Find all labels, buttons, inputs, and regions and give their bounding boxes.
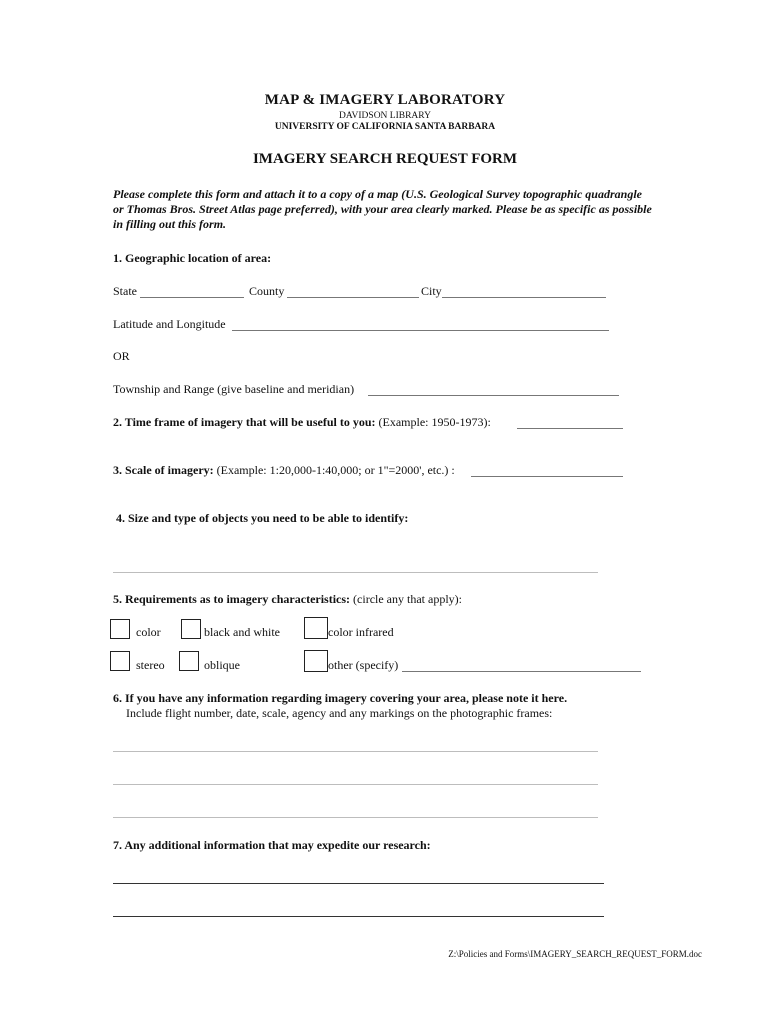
township-field[interactable] (368, 395, 619, 396)
imagery-info-line-1[interactable] (113, 751, 598, 752)
county-label: County (249, 284, 285, 298)
section-5-heading: 5. Requirements as to imagery characteristics: (113, 592, 351, 606)
section-1-heading: 1. Geographic location of area: (113, 251, 272, 265)
scale-field[interactable] (471, 476, 623, 477)
city-field[interactable] (442, 297, 606, 298)
university-name: UNIVERSITY OF CALIFORNIA SANTA BARBARA (274, 122, 496, 132)
imagery-info-line-3[interactable] (113, 817, 598, 818)
file-path-footer: Z:\Policies and Forms\IMAGERY_SEARCH_REQUEST_FORM.doc (448, 949, 702, 959)
section-2-heading: 2. Time frame of imagery that will be useful to you: (113, 415, 376, 429)
section-3 (113, 463, 455, 478)
library-name: DAVIDSON LIBRARY (339, 111, 431, 121)
township-label: Township and Range (give baseline and meridian) (113, 382, 355, 396)
state-field[interactable] (140, 297, 244, 298)
section-3-heading: 3. Scale of imagery: (113, 463, 214, 477)
state-label: State (113, 284, 137, 298)
latlong-label: Latitude and Longitude (113, 317, 226, 331)
other-checkbox[interactable] (304, 650, 328, 672)
option-color-label: color (136, 625, 161, 639)
black-and-white-checkbox[interactable] (181, 619, 201, 639)
section-6-subtext: Include flight number, date, scale, agency and any markings on the photographic frames: (126, 706, 553, 720)
county-field[interactable] (287, 297, 419, 298)
option-stereo-label: stereo (136, 658, 165, 672)
time-frame-field[interactable] (517, 428, 623, 429)
oblique-checkbox[interactable] (179, 651, 199, 671)
form-title: IMAGERY SEARCH REQUEST FORM (252, 151, 518, 167)
latlong-field[interactable] (232, 330, 609, 331)
stereo-checkbox[interactable] (110, 651, 130, 671)
section-5-note: (circle any that apply): (350, 592, 462, 606)
option-oblique-label: oblique (204, 658, 240, 672)
section-2 (113, 415, 491, 430)
section-5 (113, 592, 462, 607)
lab-title: MAP & IMAGERY LABORATORY (264, 92, 506, 108)
color-infrared-checkbox[interactable] (304, 617, 328, 639)
option-bw-label: black and white (204, 625, 280, 639)
additional-info-line-1[interactable] (113, 883, 604, 884)
section-4-heading: 4. Size and type of objects you need to be able to identify: (116, 511, 409, 525)
additional-info-line-2[interactable] (113, 916, 604, 917)
section-3-example: (Example: 1:20,000-1:40,000; or 1"=2000', etc.) : (213, 463, 455, 477)
section-6-heading: 6. If you have any information regarding imagery covering your area, please note it here. (113, 691, 568, 705)
imagery-info-line-2[interactable] (113, 784, 598, 785)
other-specify-field[interactable] (402, 671, 641, 672)
section-2-example: (Example: 1950-1973): (375, 415, 491, 429)
section-7-heading: 7. Any additional information that may expedite our research: (113, 838, 431, 852)
or-label: OR (113, 349, 130, 363)
color-checkbox[interactable] (110, 619, 130, 639)
city-label: City (421, 284, 442, 298)
intro-instructions: Please complete this form and attach it to a copy of a map (U.S. Geological Survey topographic quadrangle or Thomas Bros. Street Atlas page preferred), with your area clearly marked. Please be as specific as possible in filling out this form. (113, 187, 652, 231)
objects-field[interactable] (113, 572, 598, 573)
option-other-label: other (specify) (328, 658, 399, 672)
option-infrared-label: color infrared (328, 625, 394, 639)
